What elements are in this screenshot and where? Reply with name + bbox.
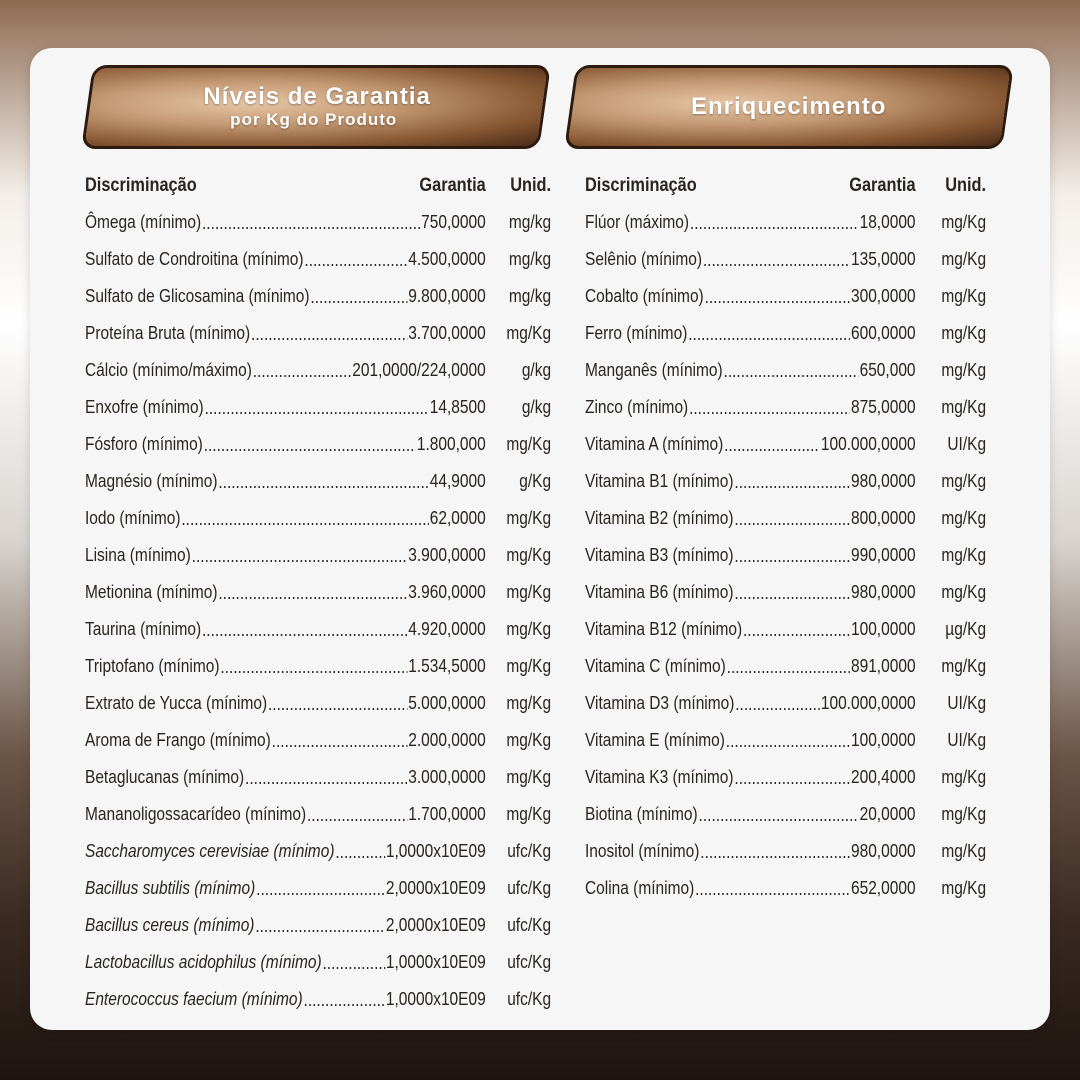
dot-leader	[699, 805, 859, 825]
row-name: Bacillus cereus (mínimo)	[85, 915, 255, 935]
row-unit: mg/Kg	[941, 249, 987, 269]
row-value: 200,4000	[850, 767, 916, 787]
row-value: 4.500,0000	[408, 249, 486, 269]
row-unit: mg/Kg	[941, 471, 987, 491]
row-unit: mg/Kg	[506, 693, 552, 713]
column-header-value: Garantia	[849, 175, 916, 196]
dot-leader	[734, 546, 850, 566]
row-name: Enxofre (mínimo)	[85, 397, 204, 417]
row-value: 1,0000x10E09	[385, 989, 486, 1009]
row-unit: mg/kg	[508, 212, 552, 232]
row-unit: mg/Kg	[941, 804, 987, 824]
table-row	[85, 426, 551, 463]
row-unit: UI/Kg	[947, 730, 987, 750]
row-unit: UI/Kg	[947, 434, 987, 454]
row-unit: mg/Kg	[941, 360, 987, 380]
row-unit: ufc/Kg	[507, 915, 552, 935]
table-body	[585, 204, 986, 907]
row-name: Vitamina C (mínimo)	[585, 656, 726, 676]
row-value: 18,0000	[859, 212, 916, 232]
row-value: 135,0000	[850, 249, 916, 269]
row-name: Metionina (mínimo)	[85, 582, 218, 602]
table-row	[85, 833, 551, 870]
row-value: 800,0000	[850, 508, 916, 528]
row-name: Sulfato de Glicosamina (mínimo)	[85, 286, 310, 306]
table-row	[85, 315, 551, 352]
dot-leader	[695, 879, 850, 899]
table-row	[585, 278, 986, 315]
row-name: Iodo (mínimo)	[85, 508, 181, 528]
row-unit: ufc/Kg	[507, 841, 552, 861]
row-name: Saccharomyces cerevisiae (mínimo)	[85, 841, 335, 861]
table-row	[585, 685, 986, 722]
table-row	[585, 722, 986, 759]
row-value: 44,9000	[429, 471, 486, 491]
row-name: Mananoligossacarídeo (mínimo)	[85, 804, 307, 824]
table-row	[585, 574, 986, 611]
dot-leader	[335, 842, 385, 862]
row-unit: mg/Kg	[941, 878, 987, 898]
row-value: 100,0000	[850, 619, 916, 639]
row-value: 201,0000/224,0000	[352, 360, 486, 380]
table-body	[85, 204, 551, 1018]
table-row	[85, 463, 551, 500]
row-value: 100.000,0000	[820, 434, 916, 454]
row-name: Flúor (máximo)	[585, 212, 690, 232]
guarantee-levels-banner	[81, 65, 551, 149]
row-unit: g/kg	[521, 360, 552, 380]
row-name: Vitamina K3 (mínimo)	[585, 767, 734, 787]
dot-leader	[204, 435, 416, 455]
row-unit: mg/Kg	[941, 397, 987, 417]
row-unit: mg/Kg	[506, 434, 552, 454]
row-unit: mg/Kg	[941, 767, 987, 787]
banner-subtitle: por Kg do Produto	[230, 110, 398, 129]
table-row	[585, 759, 986, 796]
row-name: Taurina (mínimo)	[85, 619, 202, 639]
dot-leader	[700, 842, 850, 862]
row-value: 14,8500	[429, 397, 486, 417]
table-row	[85, 241, 551, 278]
row-unit: mg/kg	[508, 249, 552, 269]
dot-leader	[690, 213, 859, 233]
table-row	[85, 537, 551, 574]
dot-leader	[251, 324, 407, 344]
row-name: Vitamina A (mínimo)	[585, 434, 724, 454]
dot-leader	[218, 472, 429, 492]
table-header	[585, 168, 986, 204]
dot-leader	[304, 250, 407, 270]
row-value: 1,0000x10E09	[385, 841, 486, 861]
row-name: Lactobacillus acidophilus (mínimo)	[85, 952, 322, 972]
row-name: Fósforo (mínimo)	[85, 434, 203, 454]
row-name: Proteína Bruta (mínimo)	[85, 323, 251, 343]
row-name: Cobalto (mínimo)	[585, 286, 704, 306]
row-value: 9.800,0000	[408, 286, 486, 306]
row-unit: mg/Kg	[941, 508, 987, 528]
row-unit: mg/Kg	[941, 323, 987, 343]
dot-leader	[310, 287, 407, 307]
row-value: 3.700,0000	[408, 323, 486, 343]
table-row	[85, 278, 551, 315]
column-header-value: Garantia	[419, 175, 486, 196]
table-row	[85, 648, 551, 685]
dot-leader	[724, 361, 859, 381]
row-value: 980,0000	[850, 582, 916, 602]
row-value: 1,0000x10E09	[385, 952, 486, 972]
column-header-name: Discriminação	[585, 175, 697, 196]
row-value: 4.920,0000	[408, 619, 486, 639]
row-value: 62,0000	[429, 508, 486, 528]
row-value: 100,0000	[850, 730, 916, 750]
row-name: Zinco (mínimo)	[585, 397, 689, 417]
row-name: Vitamina B1 (mínimo)	[585, 471, 734, 491]
dot-leader	[181, 509, 429, 529]
row-name: Vitamina B6 (mínimo)	[585, 582, 734, 602]
row-value: 2.000,0000	[408, 730, 486, 750]
dot-leader	[245, 768, 407, 788]
dot-leader	[727, 657, 850, 677]
dot-leader	[268, 694, 407, 714]
dot-leader	[202, 620, 407, 640]
dot-leader	[688, 324, 850, 344]
dot-leader	[734, 583, 850, 603]
dot-leader	[256, 879, 385, 899]
row-name: Vitamina B2 (mínimo)	[585, 508, 734, 528]
dot-leader	[307, 805, 407, 825]
dot-leader	[705, 287, 851, 307]
dot-leader	[202, 213, 420, 233]
table-header	[85, 168, 551, 204]
dot-leader	[734, 472, 850, 492]
row-value: 3.000,0000	[408, 767, 486, 787]
table-row	[585, 796, 986, 833]
row-unit: g/kg	[521, 397, 552, 417]
row-unit: mg/Kg	[506, 545, 552, 565]
table-row	[85, 574, 551, 611]
table-row	[585, 426, 986, 463]
row-name: Ômega (mínimo)	[85, 212, 202, 232]
table-row	[85, 796, 551, 833]
row-value: 100.000,0000	[820, 693, 916, 713]
row-name: Vitamina D3 (mínimo)	[585, 693, 735, 713]
table-row	[585, 870, 986, 907]
enrichment-banner	[564, 65, 1014, 149]
row-name: Lisina (mínimo)	[85, 545, 191, 565]
content-card	[30, 48, 1050, 1030]
row-value: 1.800,000	[416, 434, 486, 454]
row-value: 980,0000	[850, 471, 916, 491]
row-value: 1.700,0000	[408, 804, 486, 824]
dot-leader	[734, 509, 850, 529]
table-row	[585, 241, 986, 278]
row-unit: mg/Kg	[506, 508, 552, 528]
row-unit: UI/Kg	[947, 693, 987, 713]
row-name: Cálcio (mínimo/máximo)	[85, 360, 252, 380]
row-name: Enterococcus faecium (mínimo)	[85, 989, 303, 1009]
row-name: Inositol (mínimo)	[585, 841, 700, 861]
table-row	[85, 352, 551, 389]
row-value: 891,0000	[850, 656, 916, 676]
row-value: 600,0000	[850, 323, 916, 343]
dot-leader	[253, 361, 352, 381]
row-unit: µg/Kg	[945, 619, 987, 639]
row-value: 1.534,5000	[408, 656, 486, 676]
table-row	[585, 833, 986, 870]
dot-leader	[724, 435, 820, 455]
dot-leader	[703, 250, 850, 270]
table-row	[85, 870, 551, 907]
guarantee-levels-table	[85, 168, 551, 1018]
table-row	[85, 981, 551, 1018]
table-row	[85, 389, 551, 426]
row-name: Betaglucanas (mínimo)	[85, 767, 245, 787]
table-row	[585, 500, 986, 537]
row-unit: mg/Kg	[941, 582, 987, 602]
row-value: 3.900,0000	[408, 545, 486, 565]
row-name: Vitamina B12 (mínimo)	[585, 619, 743, 639]
row-unit: mg/kg	[508, 286, 552, 306]
row-value: 300,0000	[850, 286, 916, 306]
row-value: 650,000	[859, 360, 916, 380]
row-unit: mg/Kg	[941, 841, 987, 861]
row-value: 875,0000	[850, 397, 916, 417]
row-value: 5.000,0000	[408, 693, 486, 713]
row-value: 990,0000	[850, 545, 916, 565]
table-row	[585, 537, 986, 574]
table-row	[585, 352, 986, 389]
table-row	[585, 648, 986, 685]
table-row	[85, 204, 551, 241]
row-name: Aroma de Frango (mínimo)	[85, 730, 271, 750]
table-row	[85, 685, 551, 722]
row-name: Triptofano (mínimo)	[85, 656, 220, 676]
row-unit: mg/Kg	[941, 545, 987, 565]
row-value: 2,0000x10E09	[385, 878, 486, 898]
dot-leader	[192, 546, 408, 566]
row-value: 750,0000	[421, 212, 486, 232]
table-row	[585, 389, 986, 426]
row-unit: mg/Kg	[506, 323, 552, 343]
row-unit: mg/Kg	[941, 286, 987, 306]
banner-title: Níveis de Garantia	[203, 83, 432, 110]
row-name: Bacillus subtilis (mínimo)	[85, 878, 256, 898]
table-row	[85, 759, 551, 796]
row-unit: mg/Kg	[941, 212, 987, 232]
row-value: 652,0000	[850, 878, 916, 898]
row-name: Manganês (mínimo)	[585, 360, 723, 380]
dot-leader	[205, 398, 429, 418]
row-value: 20,0000	[859, 804, 916, 824]
row-unit: mg/Kg	[506, 804, 552, 824]
row-name: Extrato de Yucca (mínimo)	[85, 693, 268, 713]
row-value: 2,0000x10E09	[385, 915, 486, 935]
row-name: Selênio (mínimo)	[585, 249, 703, 269]
table-row	[85, 611, 551, 648]
row-unit: mg/Kg	[941, 656, 987, 676]
enrichment-table	[585, 168, 986, 907]
dot-leader	[689, 398, 850, 418]
row-unit: mg/Kg	[506, 656, 552, 676]
banner-title: Enriquecimento	[691, 93, 887, 120]
table-row	[585, 315, 986, 352]
row-name: Ferro (mínimo)	[585, 323, 688, 343]
dot-leader	[218, 583, 407, 603]
row-name: Sulfato de Condroitina (mínimo)	[85, 249, 304, 269]
dot-leader	[220, 657, 407, 677]
dot-leader	[304, 990, 385, 1010]
dot-leader	[726, 731, 850, 751]
row-value: 3.960,0000	[408, 582, 486, 602]
row-unit: mg/Kg	[506, 619, 552, 639]
row-unit: ufc/Kg	[507, 952, 552, 972]
row-name: Vitamina E (mínimo)	[585, 730, 725, 750]
dot-leader	[322, 953, 385, 973]
table-row	[585, 463, 986, 500]
row-unit: mg/Kg	[506, 730, 552, 750]
row-unit: ufc/Kg	[507, 878, 552, 898]
table-row	[85, 722, 551, 759]
dot-leader	[743, 620, 850, 640]
row-name: Biotina (mínimo)	[585, 804, 698, 824]
row-unit: ufc/Kg	[507, 989, 552, 1009]
dot-leader	[272, 731, 408, 751]
row-name: Magnésio (mínimo)	[85, 471, 218, 491]
dot-leader	[735, 694, 820, 714]
dot-leader	[734, 768, 850, 788]
row-value: 980,0000	[850, 841, 916, 861]
table-row	[85, 944, 551, 981]
row-unit: g/Kg	[519, 471, 552, 491]
table-row	[85, 907, 551, 944]
row-unit: mg/Kg	[506, 767, 552, 787]
table-row	[585, 611, 986, 648]
column-header-unit: Unid.	[945, 175, 987, 196]
row-name: Vitamina B3 (mínimo)	[585, 545, 734, 565]
table-row	[85, 500, 551, 537]
row-name: Colina (mínimo)	[585, 878, 695, 898]
table-row	[585, 204, 986, 241]
row-unit: mg/Kg	[506, 582, 552, 602]
column-header-name: Discriminação	[85, 175, 197, 196]
column-header-unit: Unid.	[510, 175, 552, 196]
dot-leader	[255, 916, 385, 936]
